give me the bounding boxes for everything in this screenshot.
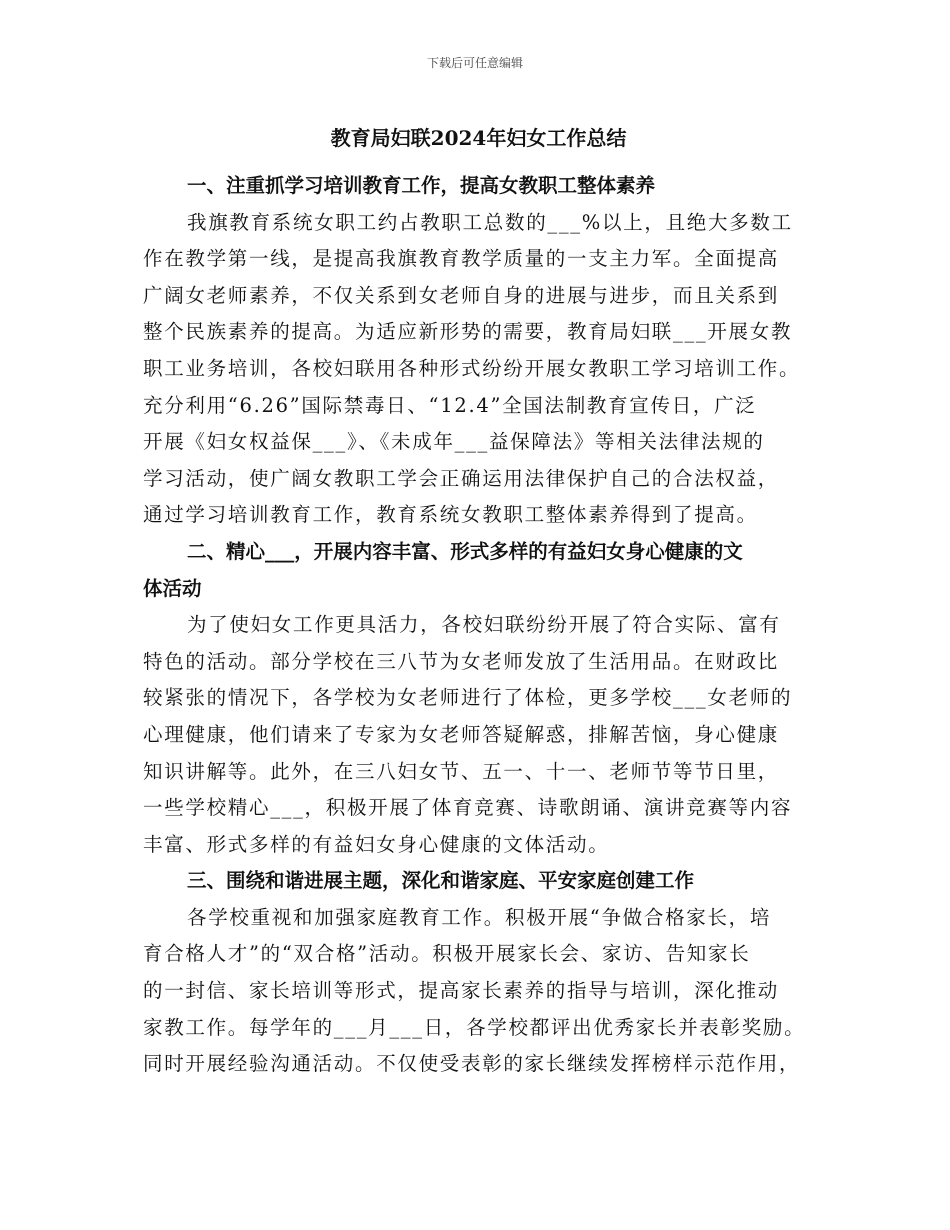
paragraph-line: 作在教学第一线，是提高我旗教育教学质量的一支主力军。全面提高 — [143, 247, 780, 271]
heading-line: 一、注重抓学习培训教育工作，提高女教职工整体素养 — [187, 174, 656, 197]
section-paragraph — [143, 900, 808, 1083]
heading-line: 体活动 — [143, 576, 202, 600]
paragraph-line: 广阔女老师素养，不仅关系到女老师自身的进展与进步，而且关系到 — [143, 283, 780, 307]
section-heading — [143, 534, 808, 607]
paragraph-line: 的一封信、家长培训等形式，提高家长素养的指导与培训，深化推动 — [143, 979, 780, 1003]
heading-line: 三、围绕和谐进展主题，深化和谐家庭、平安家庭创建工作 — [187, 869, 695, 893]
paragraph-line: 较紧张的情况下，各学校为女老师进行了体检，更多学校___女老师的 — [143, 686, 793, 710]
paragraph-line: 特色的活动。部分学校在三八节为女老师发放了生活用品。在财政比 — [143, 649, 780, 673]
paragraph-line: 开展《妇女权益保___》、《未成年___益保障法》等相关法律法规的 — [143, 430, 765, 454]
document-body — [143, 118, 808, 1083]
section-paragraph — [143, 205, 808, 534]
paragraph-line: 通过学习培训教育工作，教育系统女教职工整体素养得到了提高。 — [143, 503, 758, 527]
heading-line: 二、精心___，开展内容丰富、形式多样的有益妇女身心健康的文 — [187, 539, 743, 563]
paragraph-line: 学习活动，使广阔女教职工学会正确运用法律保护自己的合法权益， — [143, 466, 780, 490]
paragraph-line: 为了使妇女工作更具活力，各校妇联纷纷开展了符合实际、富有 — [187, 613, 781, 637]
paragraph-line: 丰富、形式多样的有益妇女身心健康的文体活动。 — [143, 832, 610, 856]
paragraph-line: 充分利用“6.26”国际禁毒日、“12.4”全国法制教育宣传日，广泛 — [143, 393, 757, 417]
section-heading — [143, 863, 808, 900]
paragraph-line: 职工业务培训，各校妇联用各种形式纷纷开展女教职工学习培训工作。 — [143, 356, 801, 380]
paragraph-line: 各学校重视和加强家庭教育工作。积极开展“争做合格家长，培 — [187, 905, 772, 929]
document-title: 教育局妇联2024年妇女工作总结 — [330, 126, 627, 150]
page-header-note: 下载后可任意编辑 — [426, 56, 523, 70]
paragraph-line: 育合格人才”的“双合格”活动。积极开展家长会、家访、告知家长 — [143, 942, 751, 966]
paragraph-line: 同时开展经验沟通活动。不仅使受表彰的家长继续发挥榜样示范作用， — [143, 1052, 801, 1076]
section-paragraph — [143, 607, 808, 863]
paragraph-line: 知识讲解等。此外，在三八妇女节、五一、十一、老师节等节日里， — [143, 759, 780, 783]
paragraph-line: 家教工作。每学年的___月___日，各学校都评出优秀家长并表彰奖励。 — [143, 1015, 806, 1039]
paragraph-line: 整个民族素养的提高。为适应新形势的需要，教育局妇联___开展女教 — [143, 320, 793, 344]
paragraph-line: 一些学校精心___，积极开展了体育竞赛、诗歌朗诵、演讲竞赛等内容 — [143, 796, 793, 820]
paragraph-line: 心理健康，他们请来了专家为女老师答疑解惑，排解苦恼，身心健康 — [143, 722, 780, 746]
section-heading — [143, 168, 808, 205]
paragraph-line: 我旗教育系统女职工约占教职工总数的___%以上，且绝大多数工 — [187, 210, 793, 234]
